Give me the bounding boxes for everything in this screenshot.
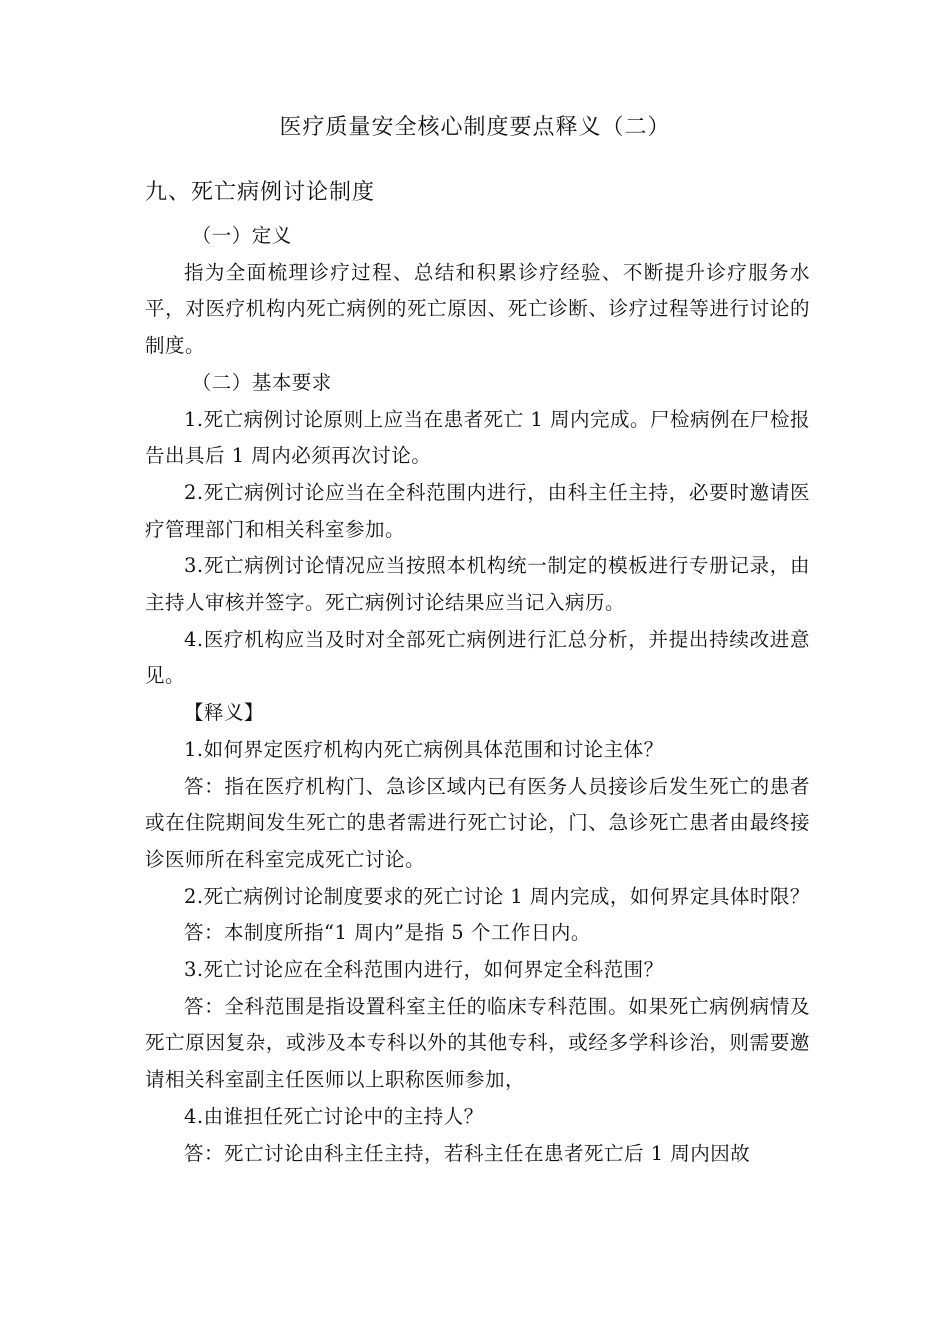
answer-3: 答：全科范围是指设置科室主任的临床专科范围。如果死亡病例病情及死亡原因复杂，或涉及本专科以外的其他专科，或经多学科诊治，则需要邀请相关科室副主任医师以上职称医师参加， bbox=[145, 994, 810, 1092]
requirement-2: 2.死亡病例讨论应当在全科范围内进行，由科主任主持，必要时邀请医疗管理部门和相关科室参加。 bbox=[145, 480, 810, 541]
subheading-definition: （一）定义 bbox=[191, 224, 292, 247]
subheading-basic-requirements: （二）基本要求 bbox=[191, 370, 332, 394]
interpretation-heading: 【释义】 bbox=[184, 701, 265, 725]
question-1: 1.如何界定医疗机构内死亡病例具体范围和讨论主体？ bbox=[184, 737, 664, 761]
question-4: 4.由谁担任死亡讨论中的主持人？ bbox=[184, 1104, 484, 1128]
question-2: 2.死亡病例讨论制度要求的死亡讨论 1 周内完成，如何界定具体时限？ bbox=[184, 884, 810, 908]
requirement-3: 3.死亡病例讨论情况应当按照本机构统一制定的模板进行专册记录，由主持人审核并签字。死亡病例讨论结果应当记入病历。 bbox=[145, 554, 810, 615]
answer-4: 答：死亡讨论由科主任主持，若科主任在患者死亡后 1 周内因故 bbox=[184, 1141, 751, 1165]
answer-2: 答：本制度所指“1 周内”是指 5 个工作日内。 bbox=[184, 921, 591, 945]
requirement-4: 4.医疗机构应当及时对全部死亡病例进行汇总分析，并提出持续改进意见。 bbox=[145, 627, 810, 688]
body-text bbox=[145, 218, 810, 1172]
requirement-1: 1.死亡病例讨论原则上应当在患者死亡 1 周内完成。尸检病例在尸检报告出具后 1 周内必须再次讨论。 bbox=[145, 407, 810, 468]
paragraph-definition: 指为全面梳理诊疗过程、总结和积累诊疗经验、不断提升诊疗服务水平，对医疗机构内死亡病例的死亡原因、死亡诊断、诊疗过程等进行讨论的制度。 bbox=[145, 260, 810, 358]
page-title: 医疗质量安全核心制度要点释义（二） bbox=[279, 115, 671, 140]
question-3: 3.死亡讨论应在全科范围内进行，如何界定全科范围？ bbox=[184, 958, 664, 982]
section-heading: 九、死亡病例讨论制度 bbox=[145, 180, 376, 205]
answer-1: 答：指在医疗机构门、急诊区域内已有医务人员接诊后发生死亡的患者或在住院期间发生死亡的患者需进行死亡讨论，门、急诊死亡患者由最终接诊医师所在科室完成死亡讨论。 bbox=[145, 774, 810, 871]
